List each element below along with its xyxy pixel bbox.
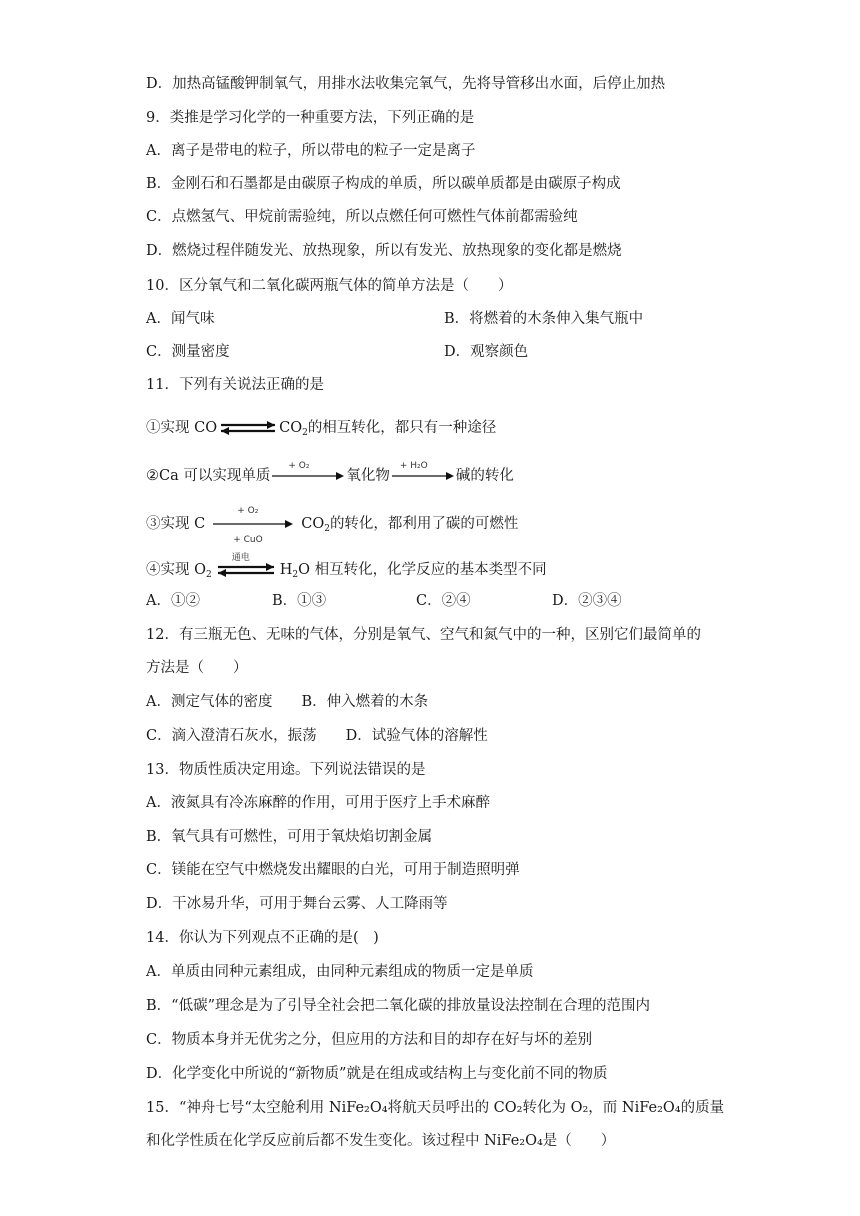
q11-statement-4 <box>146 553 547 585</box>
subscript: 2 <box>206 570 212 580</box>
question-15-cont: 和化学性质在化学反应前后都不发生变化。该过程中 NiFe₂O₄是（ ） <box>146 1133 616 1149</box>
q11-s2-end: 碱的转化 <box>455 468 514 484</box>
q9-option-d: D．燃烧过程伴随发光、放热现象，所以有发光、放热现象的变化都是燃烧 <box>146 243 622 259</box>
question-10: 10．区分氧气和二氧化碳两瓶气体的简单方法是（ ） <box>146 278 513 294</box>
q11-s4-h: H <box>279 562 293 578</box>
question-12: 12．有三瓶无色、无味的气体，分别是氧气、空气和氮气中的一种，区别它们最简单的 <box>146 627 701 643</box>
q11-s2-oxide: 氧化物 <box>346 468 390 484</box>
q13-option-d: D．干冰易升华，可用于舞台云雾、人工降雨等 <box>146 896 448 912</box>
double-arrow-icon <box>214 553 278 578</box>
double-arrow-icon <box>217 420 279 436</box>
q10-option-c: C．测量密度 <box>146 344 230 360</box>
q11-statement-1 <box>146 418 496 443</box>
arrow-label-bottom: + CuO <box>233 535 263 545</box>
q11-statement-2 <box>146 461 514 486</box>
q12-options-cd: C．滴入澄清石灰水，振荡 D．试验气体的溶解性 <box>146 728 488 744</box>
reaction-arrow-icon <box>390 461 456 484</box>
q9-option-b: B．金刚石和石墨都是由碳原子构成的单质，所以碳单质都是由碳原子构成 <box>146 176 621 192</box>
q11-options <box>146 591 622 611</box>
q11-option-d: D．②③④ <box>552 593 622 609</box>
q11-s3-co2: CO <box>301 516 325 532</box>
question-15: 15．“神舟七号“太空舱利用 NiFe₂O₄将航天员呼出的 CO₂转化为 O₂，而 NiFe₂O₄的质量 <box>146 1100 725 1116</box>
q11-option-b: B．①③ <box>272 593 327 609</box>
q14-option-c: C．物质本身并无优劣之分，但应用的方法和目的却存在好与坏的差别 <box>146 1032 593 1048</box>
subscript: 2 <box>292 570 299 580</box>
q13-option-c: C．镁能在空气中燃烧发出耀眼的白光，可用于制造照明弹 <box>146 862 520 878</box>
question-9: 9．类推是学习化学的一种重要方法，下列正确的是 <box>146 110 475 126</box>
q10-option-b: B．将燃着的木条伸入集气瓶中 <box>444 311 644 327</box>
q11-s3-end: 的转化，都利用了碳的可燃性 <box>329 516 519 532</box>
question-13: 13．物质性质决定用途。下列说法错误的是 <box>146 762 426 778</box>
arrow-label: 通电 <box>231 553 250 563</box>
subscript: 2 <box>324 524 330 534</box>
q14-option-a: A．单质由同种元素组成，由同种元素组成的物质一定是单质 <box>146 964 534 980</box>
q10-row-1 <box>146 309 644 329</box>
q11-s4-end: O 相互转化，化学反应的基本类型不同 <box>298 562 547 578</box>
question-14: 14．你认为下列观点不正确的是( ) <box>146 930 379 946</box>
q10-option-d: D．观察颜色 <box>444 344 529 360</box>
subscript: 2 <box>302 428 308 438</box>
q11-statement-3 <box>146 506 519 545</box>
q14-option-b: B．“低碳”理念是为了引导全社会把二氧化碳的排放量设法控制在合理的范围内 <box>146 998 650 1014</box>
arrow-label-top: + O₂ <box>237 506 259 516</box>
reaction-arrow-icon <box>270 461 346 484</box>
q9-option-c: C．点燃氢气、甲烷前需验纯，所以点燃任何可燃性气体前都需验纯 <box>146 209 578 225</box>
q11-option-c: C．②④ <box>416 593 471 609</box>
q8-option-d: D．加热高锰酸钾制氧气，用排水法收集完氧气，先将导管移出水面，后停止加热 <box>146 76 666 92</box>
q11-s1-end: 的相互转化，都只有一种途径 <box>307 420 497 436</box>
q10-row-2 <box>146 342 529 362</box>
arrow-label: + H₂O <box>399 461 428 471</box>
q10-option-a: A．闻气味 <box>146 311 215 327</box>
q11-option-a: A．①② <box>146 593 200 609</box>
q9-option-a: A．离子是带电的粒子，所以带电的粒子一定是离子 <box>146 143 476 159</box>
q11-s1-start: ①实现 CO <box>146 420 218 436</box>
q11-s4-start: ④实现 O <box>146 562 206 578</box>
q13-option-b: B．氧气具有可燃性，可用于氧炔焰切割金属 <box>146 829 433 845</box>
question-12-cont: 方法是（ ） <box>146 660 248 676</box>
q14-option-d: D．化学变化中所说的“新物质”就是在组成或结构上与变化前不同的物质 <box>146 1066 608 1082</box>
q11-s3-start: ③实现 C <box>146 516 206 532</box>
arrow-label: + O₂ <box>288 461 310 471</box>
q11-s2-start: ②Ca 可以实现单质 <box>146 468 271 484</box>
reaction-arrow-icon <box>211 506 295 545</box>
q13-option-a: A．液氮具有冷冻麻醉的作用，可用于医疗上手术麻醉 <box>146 795 490 811</box>
q11-s1-co2: CO <box>279 420 303 436</box>
q12-options-ab: A．测定气体的密度 B．伸入燃着的木条 <box>146 694 429 710</box>
question-11: 11．下列有关说法正确的是 <box>146 377 324 393</box>
